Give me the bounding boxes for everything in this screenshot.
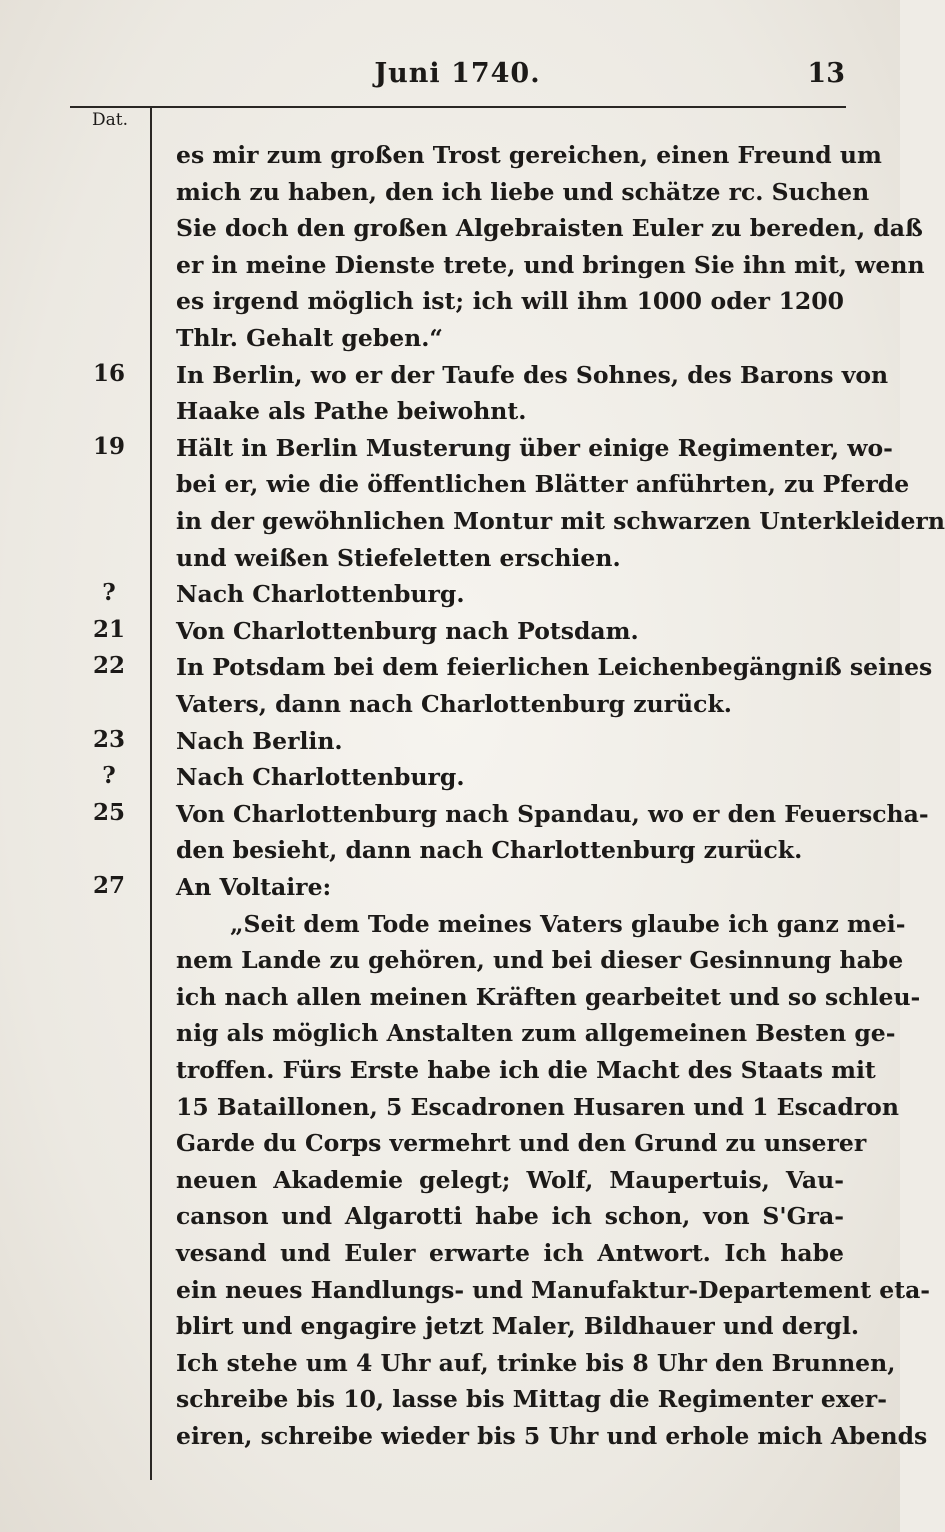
running-header bbox=[70, 58, 845, 98]
date-column-label: Dat. bbox=[92, 110, 129, 130]
text-line: es irgend möglich ist; ich will ihm 1000 oder 1200 bbox=[176, 287, 844, 316]
text-line: bei er, wie die öffentlichen Blätter anführten, zu Pferde bbox=[176, 470, 910, 499]
text-line: eiren, schreibe wieder bis 5 Uhr und erhole mich Abends bbox=[176, 1422, 928, 1450]
text-line: ich nach allen meinen Kräften gearbeitet und so schleu- bbox=[176, 982, 921, 1011]
text-line: und weißen Stiefeletten erschien. bbox=[176, 543, 621, 572]
text-line: Garde du Corps vermehrt und den Grund zu unserer bbox=[176, 1129, 867, 1158]
text-line: canson und Algarotti habe ich schon, von S'Gra- bbox=[176, 1202, 844, 1231]
entry-date: 22 bbox=[92, 652, 125, 680]
entry-date: 21 bbox=[92, 615, 125, 643]
header-rule bbox=[70, 106, 846, 108]
entry-date: 19 bbox=[92, 432, 125, 460]
text-line: neuen Akademie gelegt; Wolf, Maupertuis, Vau- bbox=[176, 1165, 844, 1194]
text-line: vesand und Euler erwarte ich Antwort. Ich habe bbox=[176, 1239, 844, 1267]
entry-date: 16 bbox=[92, 359, 125, 387]
text-line: Sie doch den großen Algebraisten Euler zu bereden, daß bbox=[176, 214, 923, 243]
text-line: schreibe bis 10, lasse bis Mittag die Regimenter exer- bbox=[176, 1385, 887, 1414]
text-line: Nach Berlin. bbox=[176, 726, 343, 755]
entry-date: ? bbox=[102, 762, 116, 790]
entry-date: 25 bbox=[92, 798, 125, 826]
text-line: An Voltaire: bbox=[176, 873, 332, 901]
date-column-rule bbox=[150, 108, 152, 1480]
page-header-title: Juni 1740. bbox=[374, 58, 541, 89]
text-line: Haake als Pathe beiwohnt. bbox=[176, 397, 527, 426]
text-line: troffen. Fürs Erste habe ich die Macht des Staats mit bbox=[176, 1056, 876, 1084]
text-line: nem Lande zu gehören, und bei dieser Gesinnung habe bbox=[176, 946, 904, 975]
text-line: Thlr. Gehalt geben.“ bbox=[176, 324, 443, 352]
text-line: Von Charlottenburg nach Potsdam. bbox=[176, 616, 639, 645]
text-line: es mir zum großen Trost gereichen, einen Freund um bbox=[176, 141, 882, 169]
text-line: Von Charlottenburg nach Spandau, wo er den Feuerscha- bbox=[176, 799, 929, 828]
text-line: Hält in Berlin Musterung über einige Regimenter, wo- bbox=[176, 433, 893, 462]
text-line: In Berlin, wo er der Taufe des Sohnes, des Barons von bbox=[176, 360, 889, 389]
text-line: nig als möglich Anstalten zum allgemeinen Besten ge- bbox=[176, 1019, 896, 1048]
entry-date: 23 bbox=[92, 725, 125, 753]
text-line: Nach Charlottenburg. bbox=[176, 580, 465, 609]
text-line: in der gewöhnlichen Montur mit schwarzen Unterkleidern bbox=[176, 507, 945, 535]
page-number: 13 bbox=[807, 58, 845, 89]
entry-date: ? bbox=[102, 579, 116, 607]
text-line: ein neues Handlungs- und Manufaktur-Departement eta- bbox=[176, 1275, 931, 1304]
text-line: blirt und engagire jetzt Maler, Bildhauer und dergl. bbox=[176, 1312, 860, 1341]
text-line: Nach Charlottenburg. bbox=[176, 763, 465, 792]
text-line: den besieht, dann nach Charlottenburg zurück. bbox=[176, 836, 803, 865]
text-line: In Potsdam bei dem feierlichen Leichenbegängniß seines bbox=[176, 653, 933, 682]
text-line: er in meine Dienste trete, und bringen Sie ihn mit, wenn bbox=[176, 250, 925, 279]
text-line: 15 Bataillonen, 5 Escadronen Husaren und 1 Escadron bbox=[176, 1092, 899, 1121]
text-line: „Seit dem Tode meines Vaters glaube ich ganz mei- bbox=[230, 909, 906, 938]
text-line: Ich stehe um 4 Uhr auf, trinke bis 8 Uhr den Brunnen, bbox=[176, 1348, 896, 1377]
text-line: mich zu haben, den ich liebe und schätze rc. Suchen bbox=[176, 177, 870, 206]
entry-date: 27 bbox=[92, 872, 125, 899]
text-line: Vaters, dann nach Charlottenburg zurück. bbox=[176, 690, 732, 718]
